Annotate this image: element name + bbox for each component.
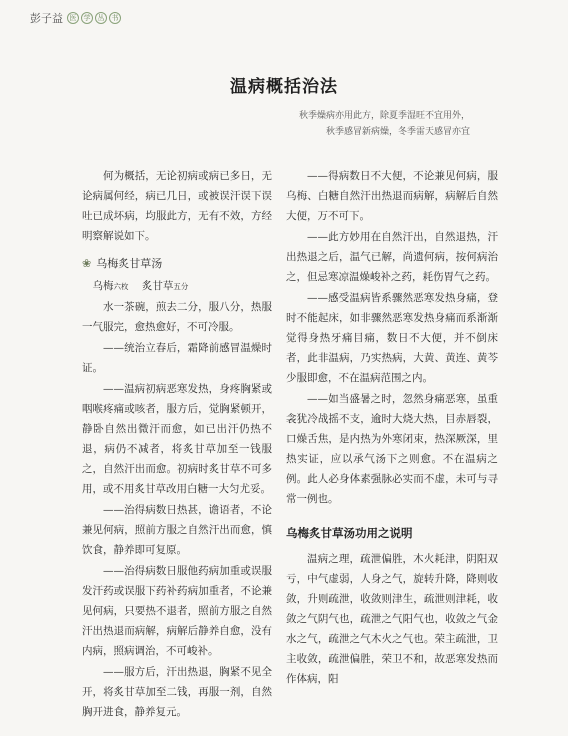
intro-paragraph: 何为概括，无论初病或病已多日，无论病属何经，病已几日，或被误汗误下误吐已成坏病，均服此方，无有不效，方经明察解说如下。	[82, 170, 272, 242]
section-body: 温病之理，疏泄偏胜，木火耗津，阴阳双亏，中气虚弱，人身之气，旋转升降，降则收敛，升则疏泄，收敛则津生，疏泄则津耗，收敛之气阴气也，疏泄之气阳气也，收敛之气金水之气，疏泄之气木火之气也。荣主疏泄，卫主收敛，疏泄偏胜，荣卫不和，故恶寒发热而作体病，阳	[286, 553, 498, 685]
ingredient-qty: 五分	[173, 282, 189, 291]
ingredient-name: 炙甘草	[141, 280, 174, 292]
stamp-1: 医	[67, 12, 79, 24]
left-column	[82, 166, 272, 723]
instructions-paragraph: 水一茶碗，煎去二分，服八分，热服一气服完，愈热愈好，不可冷服。	[82, 301, 272, 333]
note-paragraph: ——治得病数日服他药病加重或误服发汗药或误服下药补药病加重者，不论兼见何病，只要热不退者，照前方服之自然汗出热退而病解，病解后静养自愈，没有内病，照病调治，不可峻补。	[82, 565, 272, 657]
series-stamps	[67, 12, 121, 24]
section-heading: 乌梅炙甘草汤功用之说明	[286, 526, 413, 540]
lotus-icon: ❀	[82, 257, 92, 270]
note-paragraph: ——服方后，汗出热退，胸紧不见全开，将炙甘草加至二钱，再服一剂，自然胸开进食，静养复元。	[82, 666, 272, 718]
note-paragraph: ——温病初病恶寒发热，身疼胸紧或咽喉疼痛或咳者，服方后，觉胸紧顿开，静卧自然出微汗而愈，如已出汗仍热不退，病仍不减者，将炙甘草加至一钱服之，自然汗出而愈。初病时炙甘草不可多用，或不用炙甘草改用白糖一大匀尤妥。	[82, 383, 272, 495]
stamp-2: 学	[81, 12, 93, 24]
running-header	[30, 10, 121, 26]
note-paragraph: ——此方妙用在自然汗出，自然退热，汗出热退之后，温气已解，尚遗何病，按何病治之，但忌寒凉温燥峻补之药，耗伤胃气之药。	[286, 231, 498, 283]
note-paragraph: ——治得病数日热甚，谵语者，不论兼见何病，照前方服之自然汗出而愈，慎饮食，静养即可复原。	[82, 504, 272, 556]
recipe-name: 乌梅炙甘草汤	[96, 257, 163, 270]
right-column	[286, 166, 498, 690]
stamp-3: 丛	[95, 12, 107, 24]
epigraph	[299, 108, 470, 140]
ingredient-name: 乌梅	[92, 280, 114, 292]
epigraph-line-1: 秋季燥病亦用此方，除夏季湿旺不宜用外，	[298, 111, 470, 121]
note-paragraph: ——得病数日不大便，不论兼见何病，服乌梅、白糖自然汗出热退而病解，病解后自然大便，万不可下。	[286, 170, 498, 222]
recipe-heading	[82, 254, 272, 274]
ingredient-list	[82, 276, 272, 297]
ingredient-qty: 六枚	[113, 282, 129, 291]
book-author: 彭子益	[30, 12, 63, 25]
page-title: 温病概括治法	[230, 77, 338, 97]
epigraph-line-2: 秋季感冒新病燥，冬季雷天感冒亦宜	[325, 127, 470, 137]
note-paragraph: ——统治立春后，霜降前感冒温燥时证。	[82, 342, 272, 374]
note-paragraph: ——感受温病皆系骤然恶寒发热身痛，登时不能起床，如非骤然恶寒发热身痛而系渐渐觉得身热牙痛目痛，数日不大便，并不倒床者，此非温病，乃实热病，大黄、黄连、黄芩少服即愈，不在温病范围之内。	[286, 292, 498, 384]
stamp-4: 书	[109, 12, 121, 24]
note-paragraph: ——如当盛暑之时，忽然身痛恶寒，虽重衾犹冷战摇不支，逾时大烧大热，目赤唇裂，口燥舌焦，是内热为外寒闭束，热深厥深，里热实证，应以承气汤下之则愈。不在温病之例。此人必身体素强脉必实而不虚，未可与寻常一例也。	[286, 393, 498, 505]
